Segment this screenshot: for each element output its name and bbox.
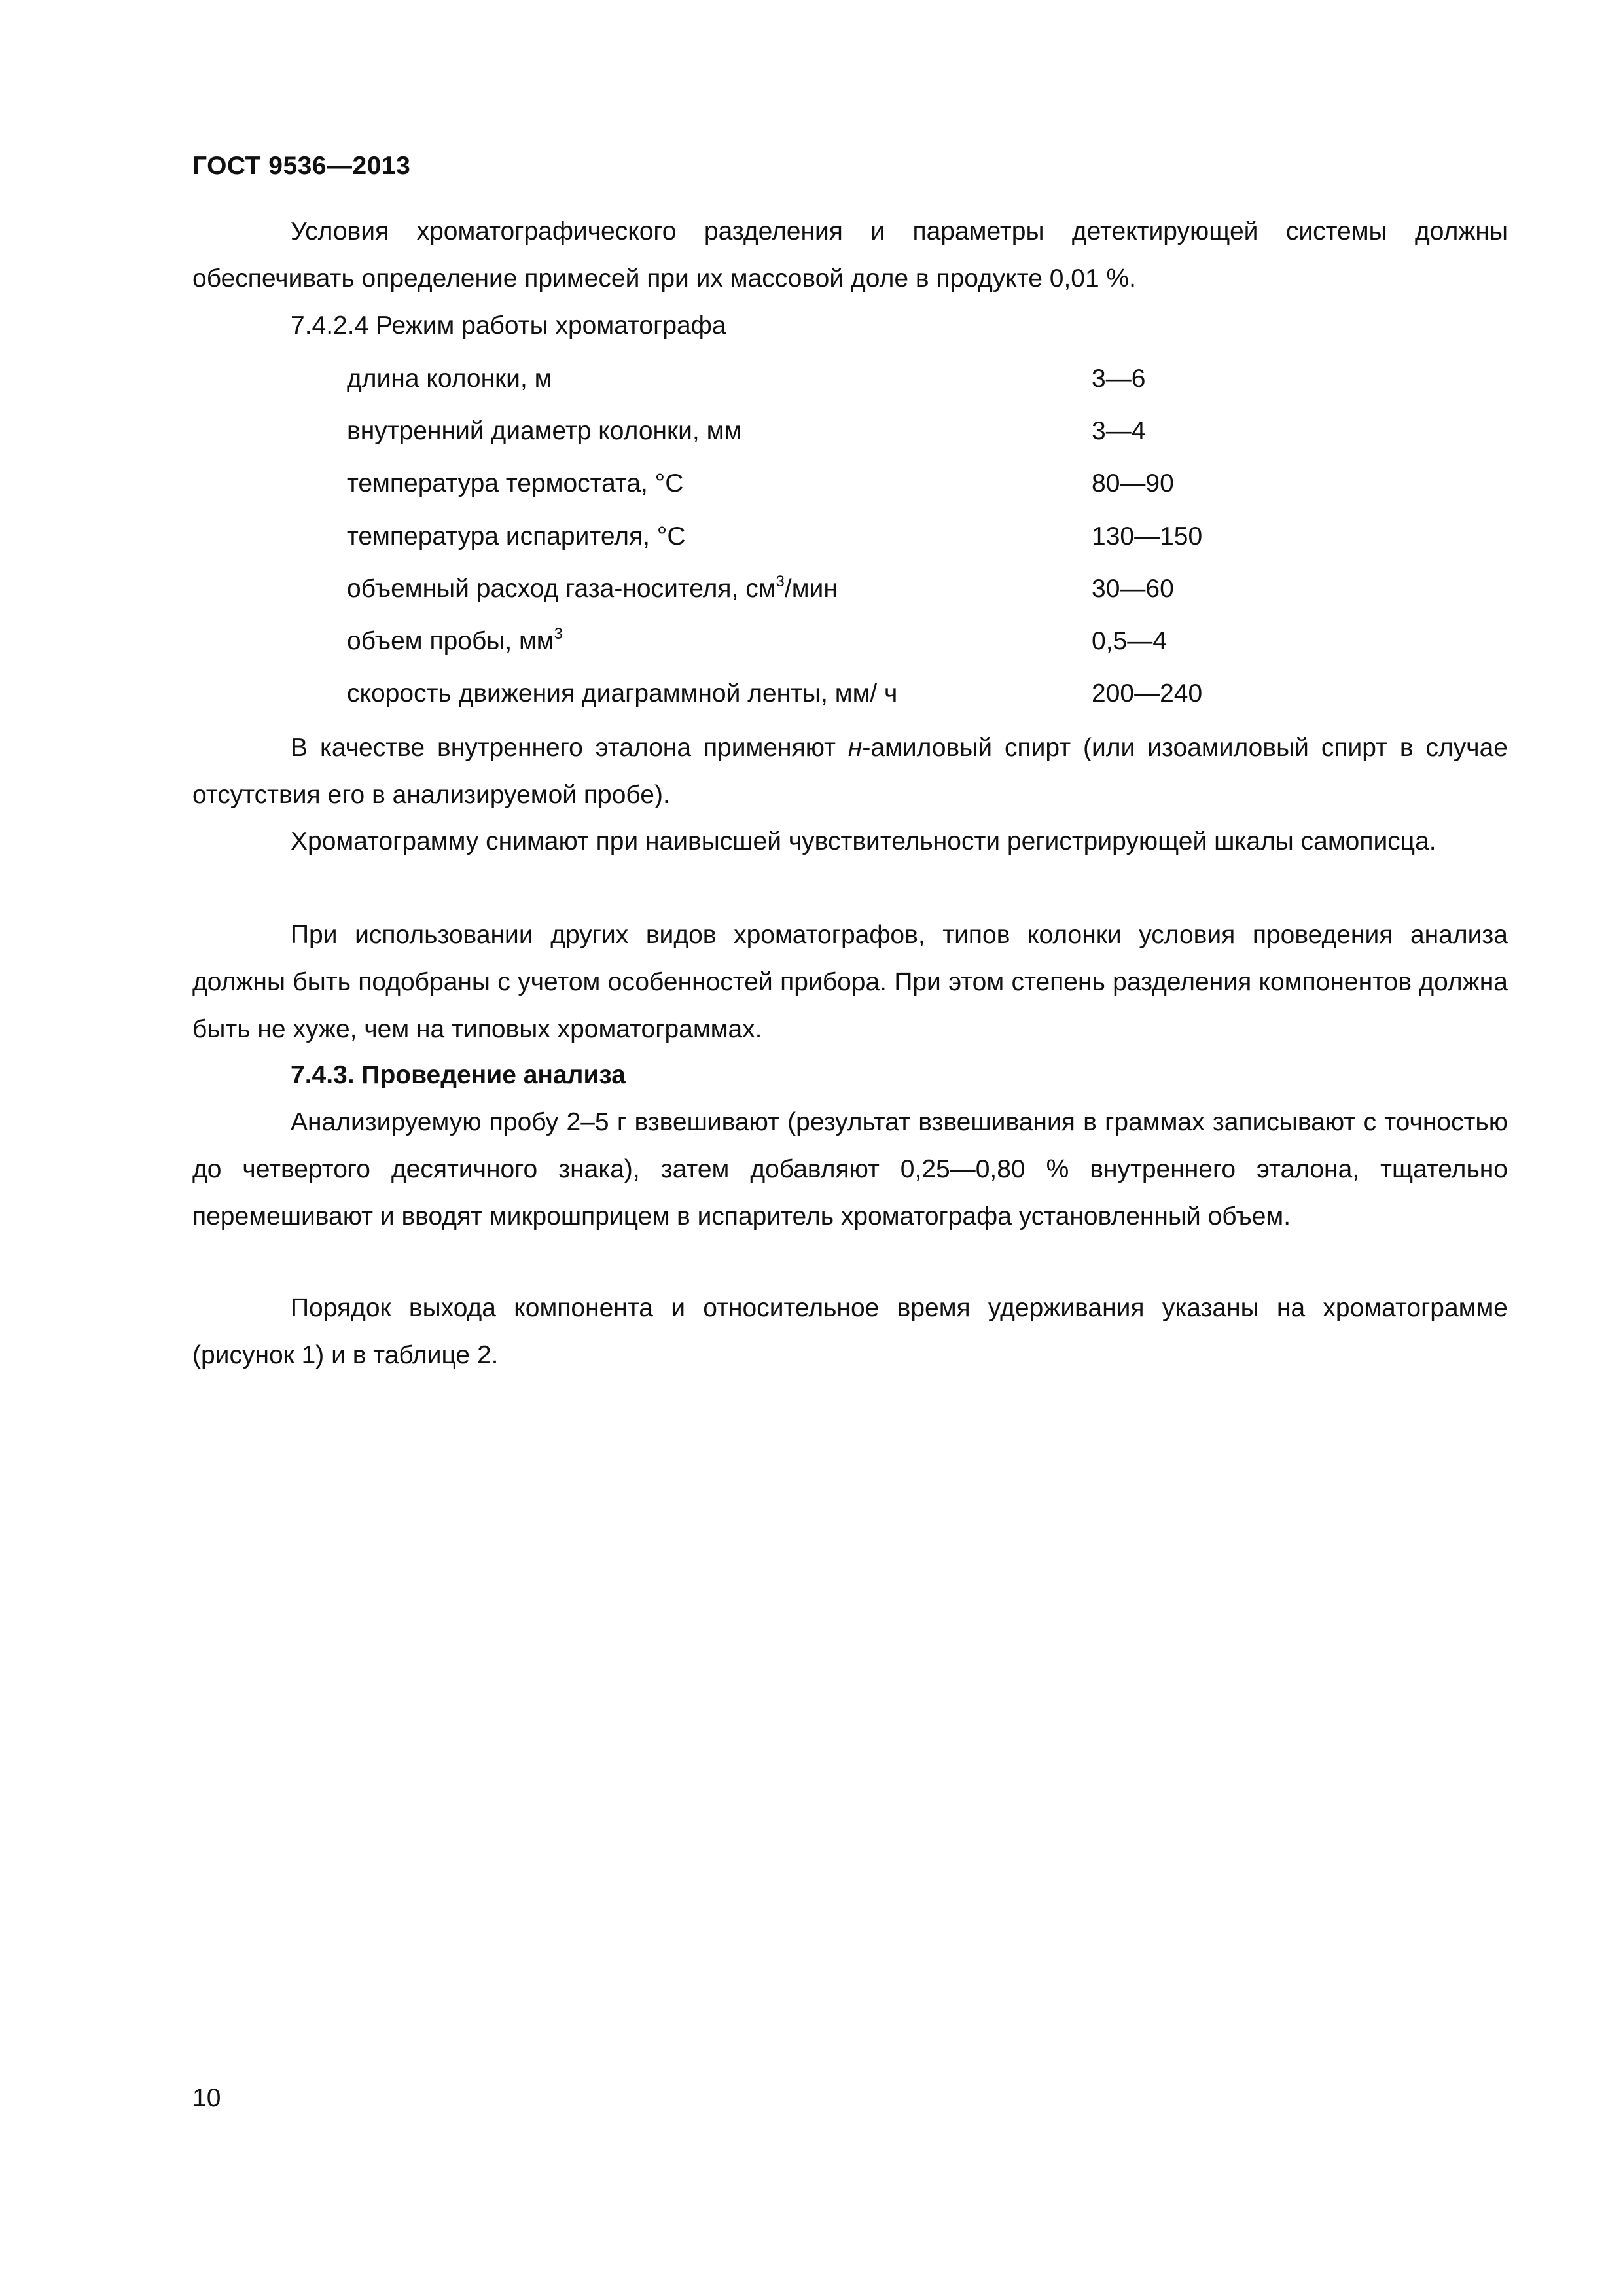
param-row-evaporator-temperature	[347, 517, 1329, 556]
param-value: 200—240	[1092, 679, 1203, 708]
param-label	[347, 569, 838, 612]
param-label: температура испарителя, °С	[347, 522, 686, 550]
param-label-text: объем пробы, мм	[347, 627, 554, 655]
param-label: внутренний диаметр колонки, мм	[347, 417, 742, 445]
superscript: 3	[554, 625, 563, 643]
param-value: 80—90	[1092, 469, 1174, 497]
param-row-column-diameter	[347, 412, 1329, 451]
param-row-chart-tape-speed	[347, 674, 1329, 713]
param-row-column-length	[347, 359, 1329, 399]
section-heading-analysis: 7.4.3. Проведение анализа	[291, 1061, 626, 1089]
param-label: скорость движения диаграммной ленты, мм/ ч	[347, 679, 898, 708]
text-segment: -амиловый спирт (или изоамиловый спирт в случае отсутствия его в анализируемой пробе).	[192, 734, 1508, 809]
param-value: 3—6	[1092, 365, 1146, 393]
paragraph-other-chromatographs: При использовании других видов хроматографов, типов колонки условия проведения анализа должны быть подобраны с учетом особенностей прибора. При этом степень разделения компонентов должна быть не хуже, чем на типовых хроматограммах.	[192, 921, 1508, 1043]
param-label: температура термостата, °С	[347, 469, 684, 497]
document-header: ГОСТ 9536—2013	[192, 152, 411, 180]
chromatograph-mode-heading: 7.4.2.4 Режим работы хроматографа	[291, 312, 726, 340]
text-segment: В качестве внутреннего эталона применяют	[291, 734, 848, 762]
paragraph-analysis-procedure: Анализируемую пробу 2–5 г взвешивают (результат взвешивания в граммах записывают с точностью до четвертого десятичного знака), затем добавляют 0,25—0,80 % внутреннего эталона, тщательно перемешивают и вводят микрошприцем в испаритель хроматографа установленный объем.	[192, 1108, 1508, 1230]
paragraph-detection-conditions: Условия хроматографического разделения и параметры детектирующей системы должны обеспечивать определение примесей при их массовой доле в продукте 0,01 %.	[192, 217, 1508, 293]
paragraph-internal-standard	[192, 725, 1508, 819]
param-label: длина колонки, м	[347, 365, 552, 393]
param-row-carrier-gas-flow	[347, 569, 1329, 609]
superscript: 3	[776, 573, 785, 590]
param-value: 0,5—4	[1092, 627, 1167, 655]
param-label	[347, 622, 563, 664]
paragraph-chromatogram-recording: Хроматограмму снимают при наивысшей чувствительности регистрирующей шкалы самописца.	[291, 827, 1436, 855]
param-value: 3—4	[1092, 417, 1146, 445]
param-value: 130—150	[1092, 522, 1203, 550]
param-value: 30—60	[1092, 575, 1174, 603]
param-label-unit: /мин	[784, 575, 838, 603]
italic-text: н	[847, 734, 863, 762]
param-label-text: объемный расход газа-носителя, см	[347, 575, 776, 603]
param-row-sample-volume	[347, 622, 1329, 661]
page-number: 10	[192, 2084, 221, 2112]
paragraph-elution-order: Порядок выхода компонента и относительное время удерживания указаны на хроматограмме (рисунок 1) и в таблице 2.	[192, 1294, 1508, 1369]
param-row-thermostat-temperature	[347, 464, 1329, 503]
